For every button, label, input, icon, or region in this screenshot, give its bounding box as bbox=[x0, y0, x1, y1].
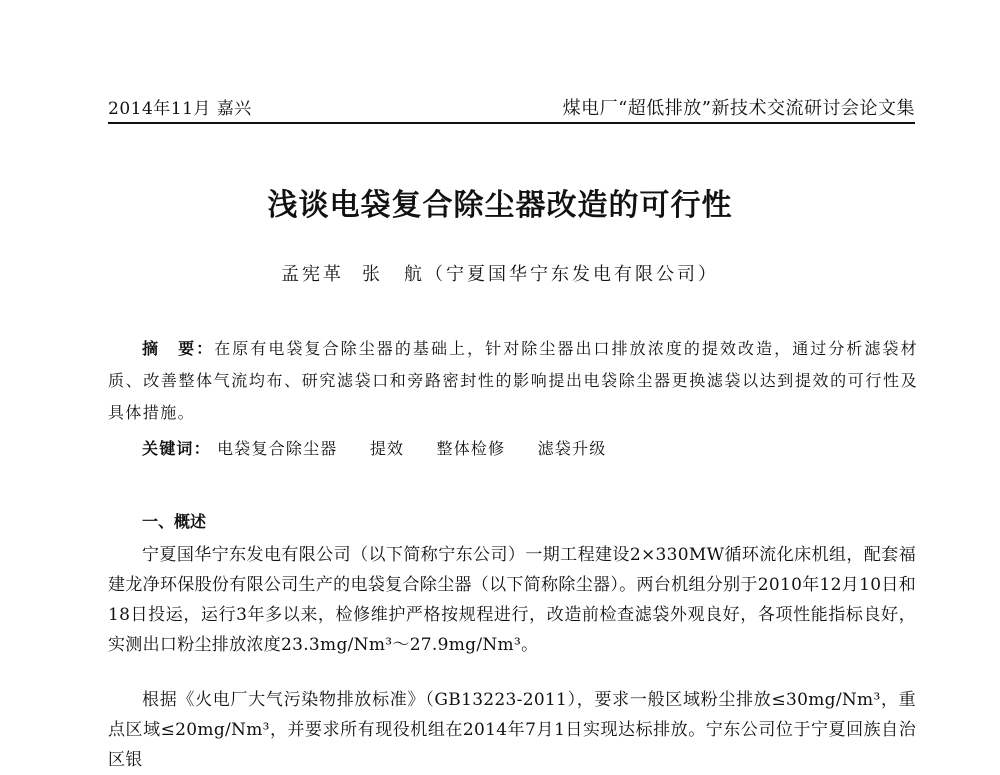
keyword: 滤袋升级 bbox=[537, 439, 607, 458]
header-date-location: 2014年11月 嘉兴 bbox=[108, 99, 252, 119]
abstract bbox=[108, 333, 918, 429]
keyword: 整体检修 bbox=[436, 439, 506, 458]
body-paragraph: 宁夏国华宁东发电有限公司（以下简称宁东公司）一期工程建设2×330MW循环流化床机组，配套福建龙净环保股份有限公司生产的电袋复合除尘器（以下简称除尘器）。两台机组分别于2010年12月10日和18日投运，运行3年多以来，检修维护严格按规程进行，改造前检查滤袋外观良好，各项性能指标良好，实测出口粉尘排放浓度23.3mg/Nm³～27.9mg/Nm³。 bbox=[108, 545, 916, 655]
author-line bbox=[0, 260, 1000, 286]
keywords-label: 关键词： bbox=[142, 439, 211, 458]
abstract-label: 摘 要： bbox=[142, 339, 215, 358]
body-paragraph: 根据《火电厂大气污染物排放标准》（GB13223-2011），要求一般区域粉尘排放≤30mg/Nm³，重点区域≤20mg/Nm³，并要求所有现役机组在2014年7月1日实现达标排放。宁东公司位于宁夏回族自治区银 bbox=[108, 690, 916, 770]
keyword: 提效 bbox=[369, 439, 405, 458]
author-name: 孟宪革 bbox=[281, 264, 344, 285]
paper-title: 浅谈电袋复合除尘器改造的可行性 bbox=[267, 188, 733, 223]
page-header bbox=[108, 92, 915, 124]
author-affiliation: （宁夏国华宁东发电有限公司） bbox=[425, 264, 719, 285]
author-name: 张 航 bbox=[362, 264, 425, 285]
keywords bbox=[142, 436, 632, 459]
abstract-text: 在原有电袋复合除尘器的基础上，针对除尘器出口排放浓度的提效改造，通过分析滤袋材质、改善整体气流均布、研究滤袋口和旁路密封性的影响提出电袋除尘器更换滤袋以达到提效的可行性及具体措施。 bbox=[108, 339, 918, 422]
section-heading: 一、概述 bbox=[142, 512, 207, 531]
header-proceedings-title: 煤电厂“超低排放”新技术交流研讨会论文集 bbox=[562, 98, 915, 119]
keyword: 电袋复合除尘器 bbox=[217, 439, 338, 458]
